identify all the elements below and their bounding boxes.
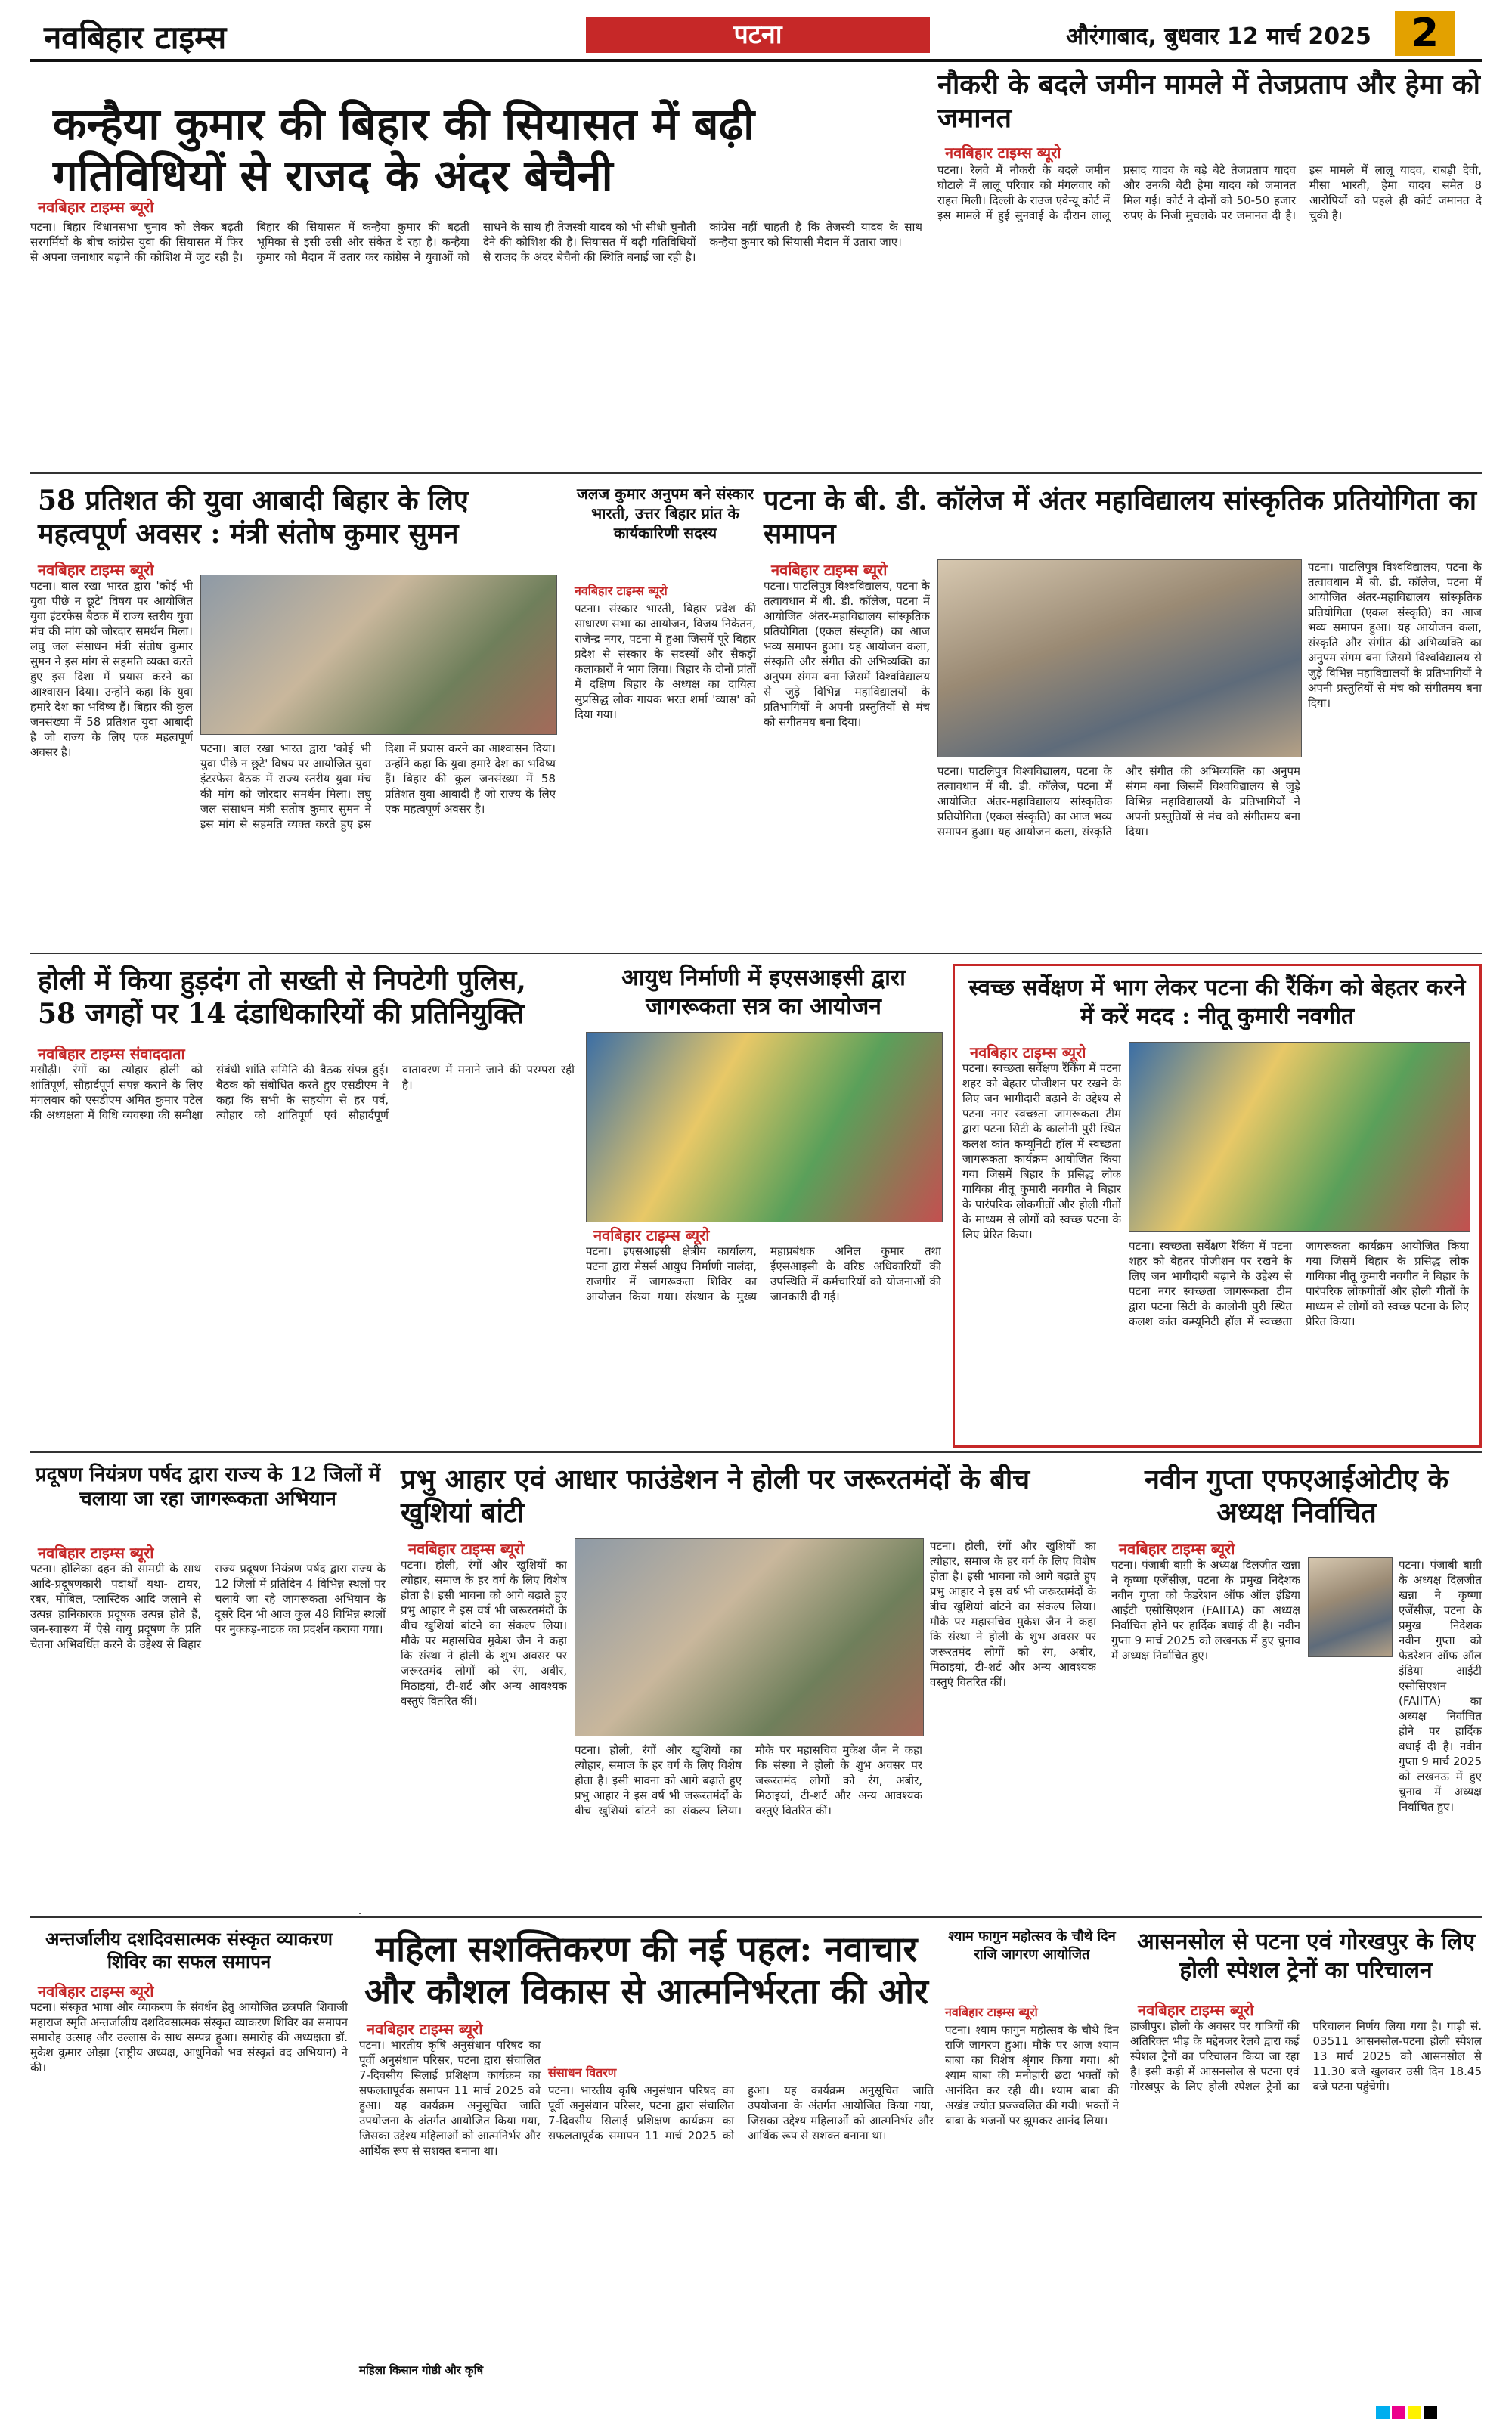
byline: नवबिहार टाइम्स संवाददाता xyxy=(38,1045,185,1063)
black-swatch xyxy=(1424,2406,1437,2419)
news-photo xyxy=(200,575,557,735)
story-naukri xyxy=(937,68,1482,469)
headline: अन्तर्जालीय दशदिवसात्मक संस्कृत व्याकरण शिविर का सफल समापन xyxy=(45,1928,333,1972)
byline: नवबिहार टाइम्स ब्यूरो xyxy=(1138,2001,1254,2019)
news-photo xyxy=(1129,1042,1470,1232)
news-photo xyxy=(359,1913,361,1914)
byline: नवबिहार टाइम्स ब्यूरो xyxy=(1119,1540,1235,1558)
section-divider xyxy=(30,472,1482,474)
story-kanhaiya xyxy=(30,76,922,469)
cmyk-registration-marks xyxy=(1376,2406,1439,2422)
byline: नवबिहार टाइम्स ब्यूरो xyxy=(945,2005,1038,2019)
story-body: पटना। संस्कृत भाषा और व्याकरण के संवर्धन हेतु आयोजित छत्रपति शिवाजी महाराज स्मृति अन्तर्जालीय दशदिवसात्मक संस्कृत व्याकरण शिविर का समापन समारोह उत्साह और उल्लास के साथ सम्पन्न हुआ। समारोह की अध्यक्षता डॉ. मुकेश कुमार ओझा (राष्ट्रीय अध्यक्ष, आधुनिको भव संस्कृतं वद अभियान) ने की। xyxy=(30,2000,348,2074)
photo-caption: महिला किसान गोष्ठी और कृषि xyxy=(359,2363,484,2377)
headline: होली में किया हुड़दंग तो सख्ती से निपटेगी पुलिस, 58 जगहों पर 14 दंडाधिकारियों की प्रतिनियुक्ति xyxy=(38,965,526,1030)
news-photo xyxy=(575,1538,924,1736)
section-divider xyxy=(30,953,1482,954)
story-jalaj xyxy=(575,484,756,945)
news-photo xyxy=(937,559,1302,757)
byline: नवबिहार टाइम्स ब्यूरो xyxy=(575,584,668,598)
dateline: औरंगाबाद, बुधवार 12 मार्च 2025 xyxy=(1066,23,1371,50)
cyan-swatch xyxy=(1376,2406,1390,2419)
story-body: हाजीपुर। होली के अवसर पर यात्रियों की अतिरिक्त भीड़ के मद्देनजर रेलवे द्वारा कई स्पेशल ट्रेनों का परिचालन किया जा रहा है। इसी कड़ी में आसनसोल से पटना एवं गोरखपुर के लिए होली स्पेशल ट्रेनों का परिचालन निर्णय लिया गया है। गाड़ी सं. 03511 आसनसोल-पटना होली स्पेशल 13 मार्च 2025 को आसनसोल से 11.30 बजे खुलकर उसी दिन 18.45 बजे पटना पहुंचेगी। xyxy=(1130,2019,1482,2093)
story-ayudh xyxy=(586,964,941,1448)
story-body: पटना। होलिका दहन की सामग्री के साथ आदि-प्रदूषणकारी पदार्थों यथा- टायर, रबर, मोबिल, प्लास्टिक आदि जलाने से उत्पन्न हानिकारक प्रदूषक उत्पन्न होते हैं, जन-स्वास्थ्य में ऐसे वायु प्रदूषण के प्रति चेतना अभिवर्धित करने के उद्देश्य से बिहार राज्य प्रदूषण नियंत्रण पर्षद द्वारा राज्य के 12 जिलों में प्रतिदिन 4 विभिन्न स्थलों पर चलाये जा रहे जागरूकता अभियान के दूसरे दिन भी आज कुल 48 विभिन्न स्थलों पर नुक्कड़-नाटक का प्रदर्शन कराया गया। xyxy=(30,1562,386,1651)
story-body: पटना। बिहार विधानसभा चुनाव को लेकर बढ़ती सरगर्मियों के बीच कांग्रेस युवा की सियासत में फिर से अपना जनाधार बढ़ाने की कोशिश में जुट रही है। बिहार की सियासत में कन्हैया कुमार की बढ़ती भूमिका से इसी उसी ओर संकेत दे रहा है। कन्हैया कुमार को मैदान में उतार कर कांग्रेस ने युवाओं को साधने के साथ ही तेजस्वी यादव को भी सीधी चुनौती देने की कोशिश की है। सियासत में बढ़ी गतिविधियों से राजद के अंदर बेचैनी की स्थिति बनाई जा रही है। कांग्रेस नहीं चाहती है कि तेजस्वी यादव के साथ कन्हैया कुमार को सियासी मैदान में उतारा जाए। xyxy=(30,220,922,264)
story-body-continued: पटना। स्वच्छता सर्वेक्षण रैंकिंग में पटना शहर को बेहतर पोजीशन पर रखने के लिए जन भागीदारी बढ़ाने के उद्देश्य से पटना नगर स्वच्छता जागरूकता टीम द्वारा पटना सिटी के कालोनी पुरी स्थित कलश कांत कम्यूनिटी हॉल में स्वच्छता जागरूकता कार्यक्रम आयोजित किया गया जिसमें बिहार के प्रसिद्ध लोक गायिका नीतू कुमारी नवगीत ने बिहार के पारंपरिक लोकगीतों और होली गीतों के माध्यम से लोगों को स्वच्छ पटना के लिए प्रेरित किया। xyxy=(1129,1239,1469,1328)
headline: नवीन गुप्ता एफएआईओटीए के अध्यक्ष निर्वाचित xyxy=(1145,1464,1448,1529)
story-body: पटना। इएसआइसी क्षेत्रीय कार्यालय, पटना द्वारा मेसर्स आयुध निर्माणी नालंदा, राजगीर में जागरूकता शिविर का आयोजन किया गया। संस्थान के मुख्य महाप्रबंधक अनिल कुमार तथा ईएसआइसी के वरिष्ठ अधिकारियों की उपस्थिति में कर्मचारियों को योजनाओं की जानकारी दी गई। xyxy=(586,1244,941,1303)
story-body: पटना। पंजाबी बाग़ी के अध्यक्ष दिलजीत खन्ना ने कृष्णा एजेंसीज़, पटना के प्रमुख निदेशक नवीन गुप्ता को फेडरेशन ऑफ ऑल इंडिया आईटी एसोसिएशन (FAIITA) का अध्यक्ष निर्वाचित होने पर हार्दिक बधाई दी है। नवीन गुप्ता 9 मार्च 2025 को लखनऊ में हुए चुनाव में अध्यक्ष निर्वाचित हुए। xyxy=(1111,1558,1300,1662)
sub-heading: संसाधन वितरण xyxy=(548,2065,617,2080)
newspaper-brand: नवबिहार टाइम्स xyxy=(44,19,227,56)
byline: नवबिहार टाइम्स ब्यूरो xyxy=(970,1043,1086,1061)
story-train xyxy=(1130,1928,1482,2389)
section-divider xyxy=(30,1451,1482,1453)
byline: नवबिहार टाइम्स ब्यूरो xyxy=(38,561,154,579)
story-body: पटना। रेलवे में नौकरी के बदले जमीन घोटाले में लालू परिवार को मंगलवार को राहत मिली। दिल्ली के राउज एवेन्यू कोर्ट में इस मामले में हुई सुनवाई के दौरान लालू प्रसाद यादव के बड़े बेटे तेजप्रताप यादव और उनकी बेटी हेमा यादव को जमानत मिल गई। कोर्ट ने दोनों को 50-50 हजार रुपए के निजी मुचलके पर जमानत दी है। इस मामले में लालू यादव, राबड़ी देवी, मीसा भारती, हेमा यादव समेत 8 आरोपियों को पहले ही कोर्ट जमानत दे चुकी है। xyxy=(937,163,1482,222)
story-yuva xyxy=(30,484,559,945)
story-body: पटना। श्याम फागुन महोत्सव के चौथे दिन राजि जागरण हुआ। मौके पर आज श्याम बाबा का विशेष श्रृंगार किया गया। श्री श्याम बाबा की मनोहारी छटा भक्तों को आनंदित कर रही थी। श्याम बाबा की अखंड ज्योत प्रज्ज्वलित की गयी। भक्तों ने बाबा के भजनों पर झूमकर आनंद लिया। xyxy=(945,2023,1119,2127)
story-body: मसौढ़ी। रंगों का त्योहार होली को शांतिपूर्ण, सौहार्दपूर्ण संपन्न कराने के लिए मंगलवार को एसडीएम अमित कुमार पटेल की अध्यक्षता में विधि व्यवस्था की समीक्षा संबंधी शांति समिति की बैठक संपन्न हुई। बैठक को संबोधित करते हुए एसडीएम ने कहा कि सभी के सहयोग से हर पर्व, त्योहार को शांतिपूर्ण एवं सौहार्दपूर्ण वातावरण में मनाने जाने की परम्परा रही है। xyxy=(30,1063,575,1122)
story-body-right: पटना। पंजाबी बाग़ी के अध्यक्ष दिलजीत खन्ना ने कृष्णा एजेंसीज़, पटना के प्रमुख निदेशक नवीन गुप्ता को फेडरेशन ऑफ ऑल इंडिया आईटी एसोसिएशन (FAIITA) का अध्यक्ष निर्वाचित होने पर हार्दिक बधाई दी है। नवीन गुप्ता 9 मार्च 2025 को लखनऊ में हुए चुनाव में अध्यक्ष निर्वाचित हुए। xyxy=(1399,1558,1482,1814)
masthead-rule xyxy=(30,59,1482,62)
section-label: पटना xyxy=(586,17,930,53)
byline: नवबिहार टाइम्स ब्यूरो xyxy=(38,1982,154,2000)
headline: प्रभु आहार एवं आधार फाउंडेशन ने होली पर जरूरतमंदों के बीच खुशियां बांटी xyxy=(401,1464,1030,1529)
registration-bar xyxy=(0,2396,1512,2432)
page-number: 2 xyxy=(1395,11,1455,56)
byline: नवबिहार टाइम्स ब्यूरो xyxy=(38,198,154,216)
story-naveen xyxy=(1111,1463,1482,1909)
portrait-photo xyxy=(1308,1557,1393,1657)
byline: नवबिहार टाइम्स ब्यूरो xyxy=(367,2020,483,2038)
story-mahila xyxy=(359,1928,934,2389)
section-divider xyxy=(30,1916,1482,1918)
story-body: पटना। बाल रखा भारत द्वारा 'कोई भी युवा पीछे न छूटे' विषय पर आयोजित युवा इंटरफेस बैठक में राज्य स्तरीय युवा मंच की मांग को जोरदार समर्थन मिला। लघु जल संसाधन मंत्री संतोष कुमार सुमन ने इस मांग से सहमति व्यक्त करते हुए इस दिशा में प्रयास करने का आश्वासन दिया। उन्होंने कहा कि युवा हमारे देश का भविष्य हैं। बिहार की कुल जनसंख्या में 58 प्रतिशत युवा आबादी है जो राज्य के लिए एक महत्वपूर्ण अवसर है। xyxy=(30,579,193,759)
story-body-continued: पटना। होली, रंगों और खुशियों का त्योहार, समाज के हर वर्ग के लिए विशेष होता है। इसी भावना को आगे बढ़ाते हुए प्रभु आहार ने इस वर्ष भी जरूरतमंदों के बीच खुशियां बांटने का संकल्प लिया। मौके पर महासचिव मुकेश जैन ने कहा कि संस्था ने होली के शुभ अवसर पर जरूरतमंद लोगों को रंग, अबीर, मिठाइयां, टी-शर्ट और अन्य आवश्यक वस्तुएं वितरित कीं। xyxy=(575,1743,922,1817)
masthead xyxy=(0,0,1512,60)
story-shyam xyxy=(945,1928,1119,2389)
story-sanskrit xyxy=(30,1928,348,2389)
byline: नवबिहार टाइम्स ब्यूरो xyxy=(408,1540,525,1558)
story-swachh xyxy=(953,964,1482,1448)
headline: प्रदूषण नियंत्रण पर्षद द्वारा राज्य के 12 जिलों में चलाया जा रहा जागरूकता अभियान xyxy=(35,1464,381,1510)
headline: स्वच्छ सर्वेक्षण में भाग लेकर पटना की रैंकिंग को बेहतर करने में करें मदद : नीतू कुमारी नवगीत xyxy=(968,974,1466,1030)
story-body: पटना। होली, रंगों और खुशियों का त्योहार, समाज के हर वर्ग के लिए विशेष होता है। इसी भावना को आगे बढ़ाते हुए प्रभु आहार ने इस वर्ष भी जरूरतमंदों के बीच खुशियां बांटने का संकल्प लिया। मौके पर महासचिव मुकेश जैन ने कहा कि संस्था ने होली के शुभ अवसर पर जरूरतमंद लोगों को रंग, अबीर, मिठाइयां, टी-शर्ट और अन्य आवश्यक वस्तुएं वितरित कीं। xyxy=(401,1558,567,1708)
headline: कन्हैया कुमार की बिहार की सियासत में बढ़ी गतिविधियों से राजद के अंदर बेचैनी xyxy=(53,98,755,201)
byline: नवबिहार टाइम्स ब्यूरो xyxy=(771,561,888,579)
headline: आयुध निर्माणी में इएसआइसी द्वारा जागरूकता सत्र का आयोजन xyxy=(621,965,906,1020)
story-body-continued: पटना। बाल रखा भारत द्वारा 'कोई भी युवा पीछे न छूटे' विषय पर आयोजित युवा इंटरफेस बैठक में राज्य स्तरीय युवा मंच की मांग को जोरदार समर्थन मिला। लघु जल संसाधन मंत्री संतोष कुमार सुमन ने इस मांग से सहमति व्यक्त करते हुए इस दिशा में प्रयास करने का आश्वासन दिया। उन्होंने कहा कि युवा हमारे देश का भविष्य हैं। बिहार की कुल जनसंख्या में 58 प्रतिशत युवा आबादी है जो राज्य के लिए एक महत्वपूर्ण अवसर है। xyxy=(200,742,556,831)
headline: पटना के बी. डी. कॉलेज में अंतर महाविद्यालय सांस्कृतिक प्रतियोगिता का समापन xyxy=(764,485,1477,550)
story-body-right: पटना। पाटलिपुत्र विश्वविद्यालय, पटना के तत्वावधान में बी. डी. कॉलेज, पटना में आयोजित अंतर-महाविद्यालय सांस्कृतिक प्रतियोगिता (एकल संस्कृति) का आज भव्य समापन हुआ। यह आयोजन कला, संस्कृति और संगीत की अभिव्यक्ति का अनुपम संगम बना जिसमें विश्वविद्यालय से जुड़े विभिन्न महाविद्यालयों के प्रतिभागियों ने अपनी प्रस्तुतियों से मंच को संगीतमय बना दिया। xyxy=(1308,560,1482,710)
story-holi xyxy=(30,964,575,1448)
story-body: पटना। संस्कार भारती, बिहार प्रदेश की साधारण सभा का आयोजन, विजय निकेतन, राजेन्द्र नगर, पटना में हुआ जिसमें पूरे बिहार प्रदेश से संस्कार के सदस्यों और सैकड़ों कलाकारों ने भाग लिया। बिहार के दोनों प्रांतों में दक्षिण बिहार के अध्यक्ष का दायित्व सुप्रसिद्ध लोक गायक भरत शर्मा 'व्यास' को दिया गया। xyxy=(575,602,756,721)
headline: जलज कुमार अनुपम बने संस्कार भारती, उत्तर बिहार प्रांत के कार्यकारिणी सदस्य xyxy=(576,485,754,542)
story-body: पटना। पाटलिपुत्र विश्वविद्यालय, पटना के तत्वावधान में बी. डी. कॉलेज, पटना में आयोजित अंतर-महाविद्यालय सांस्कृतिक प्रतियोगिता (एकल संस्कृति) का आज भव्य समापन हुआ। यह आयोजन कला, संस्कृति और संगीत की अभिव्यक्ति का अनुपम संगम बना जिसमें विश्वविद्यालय से जुड़े विभिन्न महाविद्यालयों के प्रतिभागियों ने अपनी प्रस्तुतियों से मंच को संगीतमय बना दिया। xyxy=(764,579,930,729)
story-body-right: पटना। होली, रंगों और खुशियों का त्योहार, समाज के हर वर्ग के लिए विशेष होता है। इसी भावना को आगे बढ़ाते हुए प्रभु आहार ने इस वर्ष भी जरूरतमंदों के बीच खुशियां बांटने का संकल्प लिया। मौके पर महासचिव मुकेश जैन ने कहा कि संस्था ने होली के शुभ अवसर पर जरूरतमंद लोगों को रंग, अबीर, मिठाइयां, टी-शर्ट और अन्य आवश्यक वस्तुएं वितरित कीं। xyxy=(930,1539,1096,1689)
story-prabhu xyxy=(401,1463,1096,1909)
story-pradushan xyxy=(30,1463,386,1909)
byline: नवबिहार टाइम्स ब्यूरो xyxy=(38,1544,154,1562)
story-body: पटना। भारतीय कृषि अनुसंधान परिषद का पूर्वी अनुसंधान परिसर, पटना द्वारा संचालित 7-दिवसीय सिलाई प्रशिक्षण कार्यक्रम का सफलतापूर्वक समापन 11 मार्च 2025 को हुआ। यह कार्यक्रम अनुसूचित जाति उपयोजना के अंतर्गत आयोजित किया गया, जिसका उद्देश्य महिलाओं को आत्मनिर्भर और आर्थिक रूप से सशक्त बनाना था। xyxy=(359,2038,541,2158)
news-photo xyxy=(586,1032,943,1222)
headline: 58 प्रतिशत की युवा आबादी बिहार के लिए महत्वपूर्ण अवसर : मंत्री संतोष कुमार सुमन xyxy=(38,485,469,550)
byline: नवबिहार टाइम्स ब्यूरो xyxy=(945,144,1061,162)
headline: आसनसोल से पटना एवं गोरखपुर के लिए होली स्पेशल ट्रेनों का परिचालन xyxy=(1136,1929,1476,1984)
headline: श्याम फागुन महोत्सव के चौथे दिन राजि जागरण आयोजित xyxy=(948,1929,1116,1963)
story-body: पटना। स्वच्छता सर्वेक्षण रैंकिंग में पटना शहर को बेहतर पोजीशन पर रखने के लिए जन भागीदारी बढ़ाने के उद्देश्य से पटना नगर स्वच्छता जागरूकता टीम द्वारा पटना सिटी के कालोनी पुरी स्थित कलश कांत कम्यूनिटी हॉल में स्वच्छता जागरूकता कार्यक्रम आयोजित किया गया जिसमें बिहार के प्रसिद्ध लोक गायिका नीतू कुमारी नवगीत ने बिहार के पारंपरिक लोकगीतों और होली गीतों के माध्यम से लोगों को स्वच्छ पटना के लिए प्रेरित किया। xyxy=(962,1061,1121,1241)
headline: महिला सशक्तिकरण की नई पहल: नवाचार और कौशल विकास से आत्मनिर्भरता की ओर xyxy=(364,1929,928,2012)
yellow-swatch xyxy=(1408,2406,1421,2419)
story-body-continued: पटना। पाटलिपुत्र विश्वविद्यालय, पटना के तत्वावधान में बी. डी. कॉलेज, पटना में आयोजित अंतर-महाविद्यालय सांस्कृतिक प्रतियोगिता (एकल संस्कृति) का आज भव्य समापन हुआ। यह आयोजन कला, संस्कृति और संगीत की अभिव्यक्ति का अनुपम संगम बना जिसमें विश्वविद्यालय से जुड़े विभिन्न महाविद्यालयों के प्रतिभागियों ने अपनी प्रस्तुतियों से मंच को संगीतमय बना दिया। xyxy=(937,764,1300,838)
byline: नवबिहार टाइम्स ब्यूरो xyxy=(593,1226,710,1244)
story-bd-college xyxy=(764,484,1482,945)
magenta-swatch xyxy=(1392,2406,1405,2419)
headline: नौकरी के बदले जमीन मामले में तेजप्रताप और हेमा को जमानत xyxy=(937,69,1480,134)
story-body-continued: पटना। भारतीय कृषि अनुसंधान परिषद का पूर्वी अनुसंधान परिसर, पटना द्वारा संचालित 7-दिवसीय सिलाई प्रशिक्षण कार्यक्रम का सफलतापूर्वक समापन 11 मार्च 2025 को हुआ। यह कार्यक्रम अनुसूचित जाति उपयोजना के अंतर्गत आयोजित किया गया, जिसका उद्देश्य महिलाओं को आत्मनिर्भर और आर्थिक रूप से सशक्त बनाना था। xyxy=(548,2083,934,2142)
